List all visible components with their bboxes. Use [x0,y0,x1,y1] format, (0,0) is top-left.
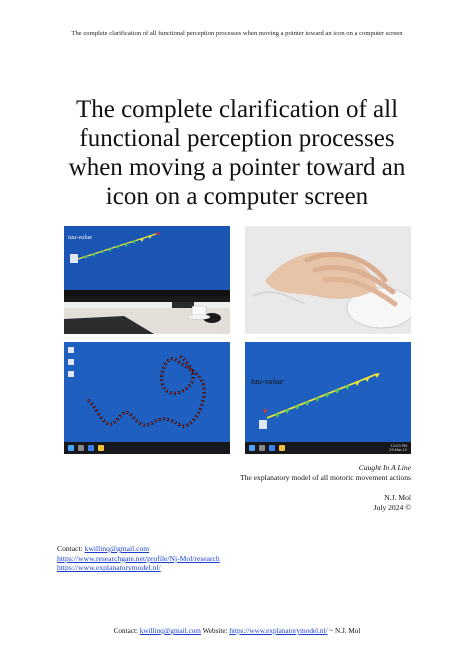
running-header: The complete clarification of all functional perception processes when moving a pointer toward an icon on a computer screen [71,30,403,37]
tau-line-illustration [245,342,411,454]
document-title [40,95,434,211]
search-icon [259,445,265,451]
folder-icon [279,445,285,451]
desktop-screenshot-tau-line [245,342,411,454]
hand-on-mouse-photo [245,226,411,334]
book-title: Caught In A Line [358,463,411,472]
desktop-screenshot-pointer-trail [64,342,230,454]
page-footer [0,627,474,635]
title-line-3: when moving a pointer toward an [68,154,406,181]
desk-scene-illustration [64,226,230,334]
website-link[interactable]: https://www.explanatorymodel.nl/ [57,563,161,573]
clock-date: 29-Mar-15 [389,448,407,452]
contact-label: Contact: [57,544,83,553]
contact-line [57,544,220,554]
footer-website-link[interactable]: https://www.explanatorymodel.nl/ [229,627,328,635]
clock-time: 12:03 PM [390,444,407,448]
browser-icon [269,445,275,451]
folder-icon [98,445,104,451]
footer-email-link[interactable]: kwillinq@gmail.com [139,627,201,635]
taskbar [245,442,411,454]
tau-value-label: tau-value [251,376,284,386]
taskbar [64,442,230,454]
tau-value-label: tau-value [68,234,93,241]
start-icon [68,445,74,451]
browser-icon [88,445,94,451]
pointer-trail-illustration [64,342,230,454]
footer-contact-label: Contact: [113,627,138,635]
desk-monitor-photo [64,226,230,334]
author-name: N.J. Mol [384,493,411,502]
researchgate-link[interactable]: https://www.researchgate.net/profile/Nj-Mol/research [57,553,220,563]
search-icon [78,445,84,451]
title-line-2: functional perception processes [79,125,395,152]
hand-illustration [245,226,411,334]
publication-date: July 2024 © [373,503,411,512]
book-subtitle: The explanatory model of all motoric movement actions [239,473,411,482]
contact-block [57,544,220,573]
title-line-1: The complete clarification of all [75,96,399,123]
contact-email-link[interactable]: kwillinq@gmail.com [84,544,150,553]
taskbar-clock [389,444,407,452]
title-line-4: icon on a computer screen [105,183,369,210]
footer-author: ~ N.J. Mol [329,627,361,635]
footer-website-label: Website: [202,627,228,635]
start-icon [249,445,255,451]
